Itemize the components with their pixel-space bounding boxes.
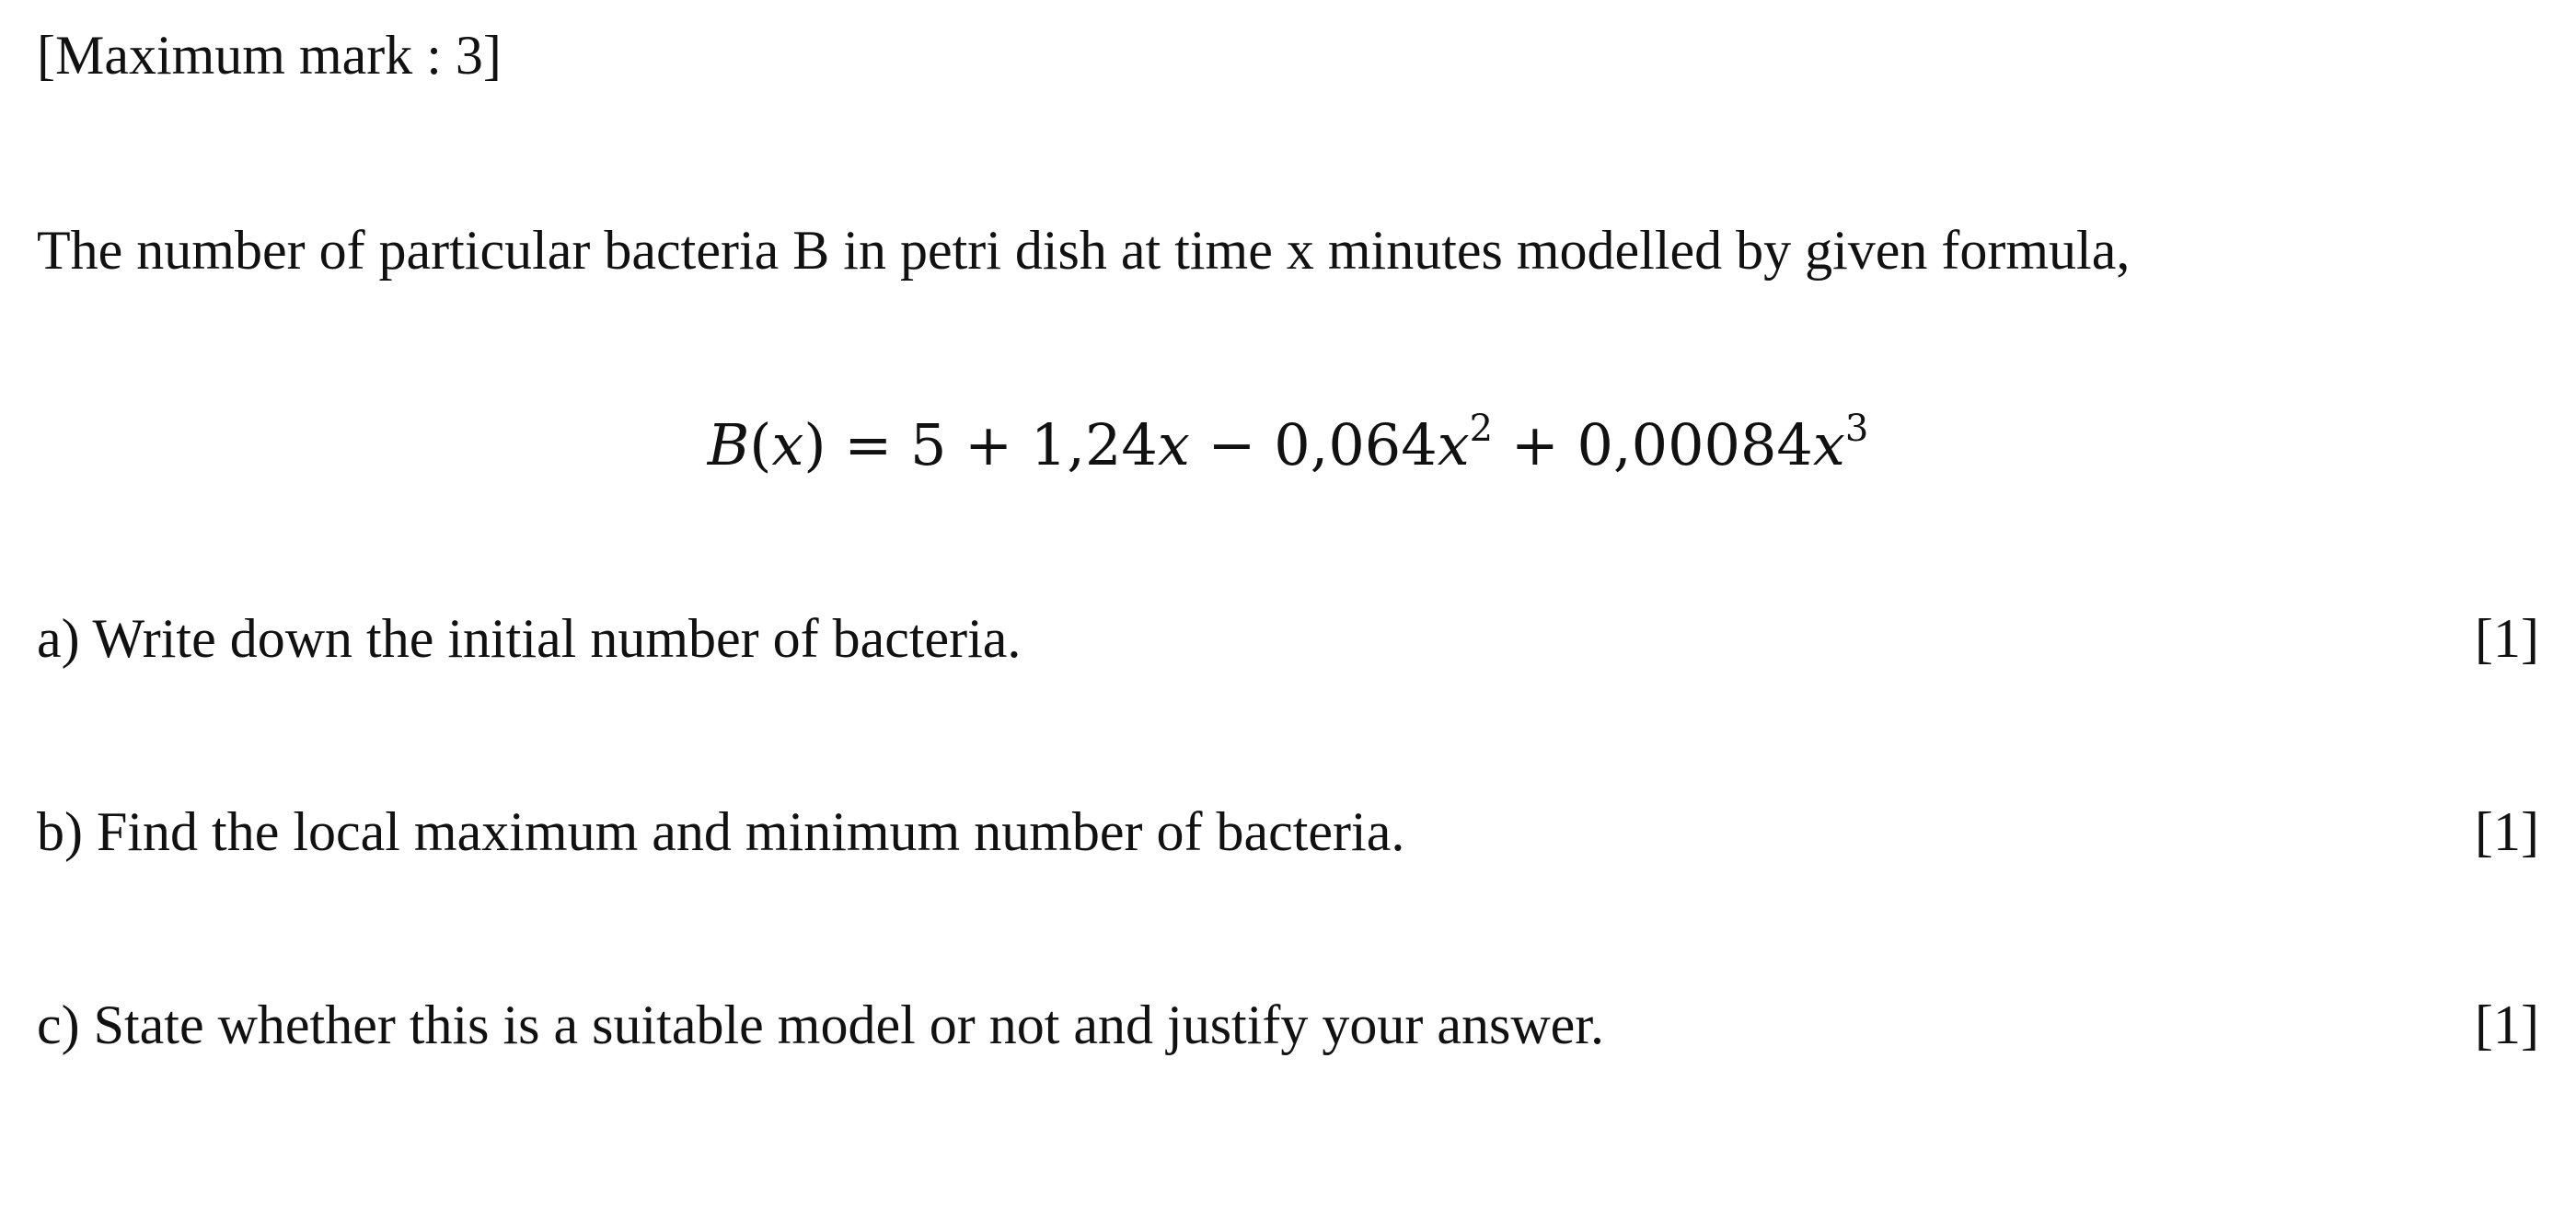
question-a-mark: [1] [2475, 608, 2539, 669]
question-c [37, 995, 2539, 1055]
question-c-text: c) State whether this is a suitable model or not and justify your answer. [37, 995, 1604, 1055]
formula-equals-constant: = 5 + 1,24 [826, 411, 1158, 478]
question-a [37, 608, 2539, 669]
formula-close-paren: ) [803, 411, 826, 478]
formula-function-name: B [707, 411, 750, 478]
formula-term1-variable: x [1157, 411, 1190, 478]
formula-plus-coefficient: + 0,00084 [1493, 411, 1813, 478]
question-b-mark: [1] [2475, 801, 2539, 862]
formula-minus-coefficient: − 0,064 [1189, 411, 1438, 478]
question-b [37, 801, 2539, 862]
formula-open-paren: ( [749, 411, 772, 478]
formula-argument: x [771, 411, 804, 478]
formula [0, 408, 2576, 478]
question-a-text: a) Write down the initial number of bacteria. [37, 608, 1022, 669]
formula-term2-exponent: 2 [1469, 408, 1494, 450]
problem-statement: The number of particular bacteria B in petri dish at time x minutes modelled by given formula, [37, 220, 2131, 281]
formula-term3-exponent: 3 [1844, 408, 1869, 450]
question-b-text: b) Find the local maximum and minimum number of bacteria. [37, 801, 1405, 862]
maximum-mark-label: [Maximum mark : 3] [37, 25, 502, 86]
formula-term2-variable: x [1437, 411, 1470, 478]
formula-term3-variable: x [1812, 411, 1845, 478]
question-c-mark: [1] [2475, 995, 2539, 1055]
